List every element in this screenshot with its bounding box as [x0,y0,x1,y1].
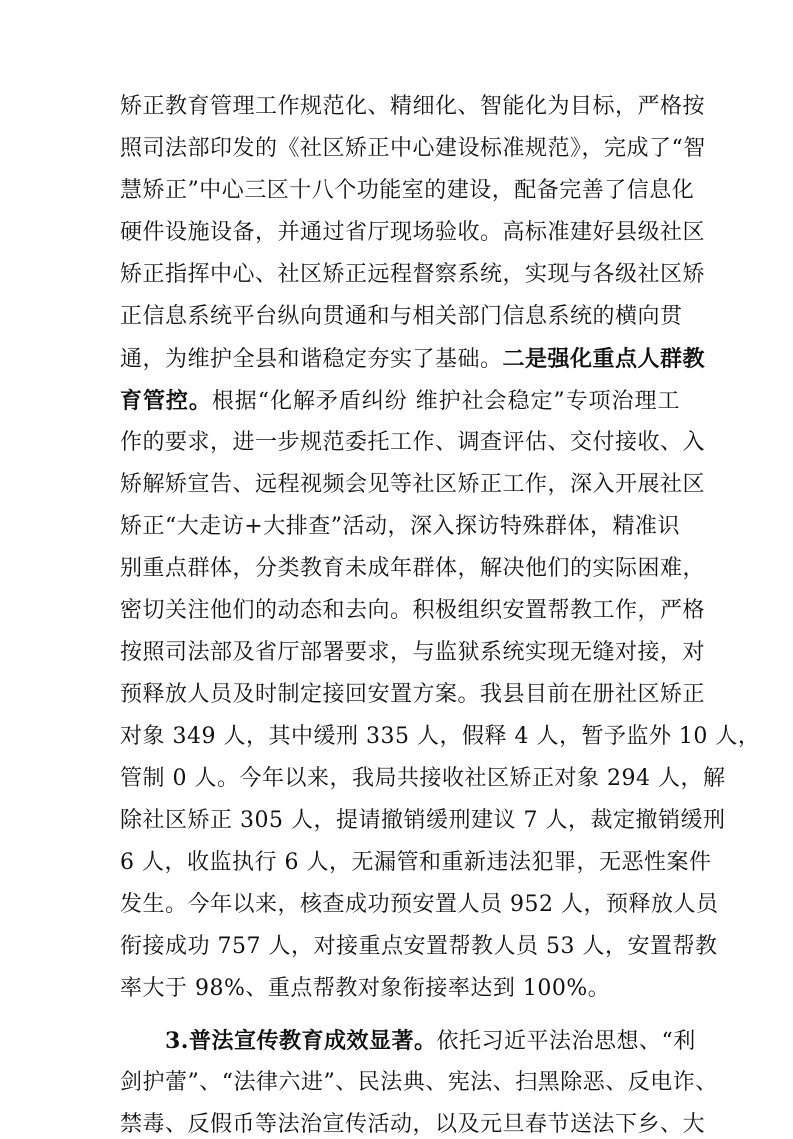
text-segment: 禁毒、反假币等法治宣传活动，以及元旦春节送法下乡、大 [120,1112,706,1137]
text-segment: 作的要求，进一步规范委托工作、调查评估、交付接收、入 [120,430,706,455]
text-segment: 密切关注他们的动态和去向。积极组织安置帮教工作，严格 [120,598,706,623]
text-line [120,513,680,541]
text-segment: 慧矫正”中心三区十八个功能室的建设，配备完善了信息化 [120,178,695,203]
text-segment: 矫正“大走访+大排查”活动，深入探访特殊群体，精准识 [120,514,680,539]
text-line [120,345,706,374]
text-line [120,681,706,709]
text-segment: 对象 349 人，其中缓刑 335 人，假释 4 人，暂予监外 10 人， [120,724,761,749]
text-line [120,135,706,163]
text-line [120,429,706,457]
text-segment: 矫正教育管理工作规范化、精细化、智能化为目标，严格按 [120,94,706,119]
text-line [120,1111,706,1139]
text-line [120,93,706,121]
text-segment: 除社区矫正 305 人，提请撤销缓刑建议 7 人，裁定撤销缓刑 [120,808,726,833]
text-line [165,1027,696,1056]
text-segment: 正信息系统平台纵向贯通和与相关部门信息系统的横向贯 [120,304,683,329]
text-segment: 硬件设施设备，并通过省厅现场验收。高标准建好县级社区 [120,220,706,245]
text-line [120,555,706,583]
text-line [120,219,706,247]
text-line [120,303,683,331]
text-line [120,261,706,289]
text-line [120,765,726,793]
text-segment: 矫解矫宣告、远程视频会见等社区矫正工作，深入开展社区 [120,472,706,497]
text-line [120,597,706,625]
text-segment: 率大于 98%、重点帮教对象衔接率达到 100%。 [120,976,611,1001]
text-segment: 发生。今年以来，核查成功预安置人员 952 人，预释放人员 [120,892,719,917]
text-line [120,723,761,751]
text-segment: 通，为维护全县和谐稳定夯实了基础。 [120,347,503,372]
text-segment: 预释放人员及时制定接回安置方案。我县目前在册社区矫正 [120,682,706,707]
text-line [120,933,718,961]
text-segment: 管制 0 人。今年以来，我局共接收社区矫正对象 294 人，解 [120,766,726,791]
text-segment: 照司法部印发的《社区矫正中心建设标准规范》，完成了“智 [120,136,706,161]
text-line [120,387,680,416]
text-line [120,807,726,835]
text-line [120,639,706,667]
text-line [120,975,680,1003]
bold-text-segment: 3.普法宣传教育成效显著。 [165,1028,437,1054]
text-line [120,849,712,877]
text-segment: 别重点群体，分类教育未成年群体，解决他们的实际困难， [120,556,706,581]
text-segment: 按照司法部及省厅部署要求，与监狱系统实现无缝对接，对 [120,640,706,665]
text-segment: 矫正指挥中心、社区矫正远程督察系统，实现与各级社区矫 [120,262,706,287]
text-segment: 6 人，收监执行 6 人，无漏管和重新违法犯罪，无恶性案件 [120,850,712,875]
text-line [120,891,719,919]
text-segment: 衔接成功 757 人，对接重点安置帮教人员 53 人，安置帮教 [120,934,718,959]
text-segment: 剑护蕾”、“法律六进”、民法典、宪法、扫黑除恶、反电诈、 [120,1070,718,1095]
bold-text-segment: 二是强化重点人群教 [502,346,706,372]
text-line [120,1069,718,1097]
text-line [120,177,695,205]
text-segment: 根据“化解矛盾纠纷 维护社会稳定”专项治理工 [211,389,680,414]
text-segment: 依托习近平法治思想、“利 [436,1029,696,1054]
bold-text-segment: 育管控。 [120,388,212,414]
text-line [120,471,706,499]
